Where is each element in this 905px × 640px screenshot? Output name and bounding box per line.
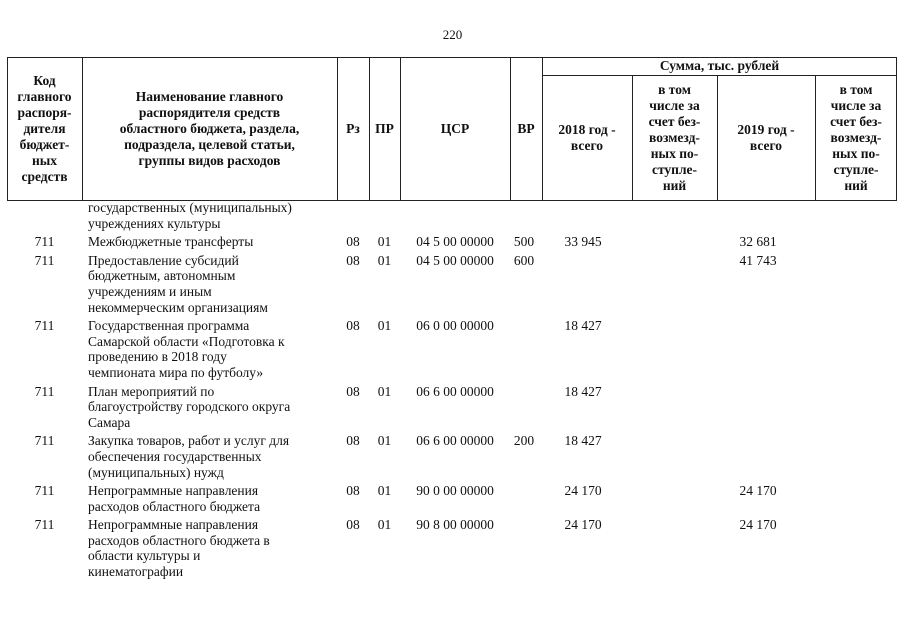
cell-free-2018 xyxy=(628,253,711,315)
table-row xyxy=(7,433,897,480)
cell-name: Закупка товаров, работ и услуг для обеспечения государственных (муниципальных) нужд xyxy=(88,433,290,480)
cell-rz: 08 xyxy=(346,234,360,250)
cell-total-2018: 18 427 xyxy=(564,318,602,334)
cell-rz xyxy=(337,200,369,231)
cell-pr: 01 xyxy=(377,383,392,399)
cell-total-2019 xyxy=(711,318,805,380)
cell-free-2019 xyxy=(805,517,885,579)
cell-name: Предоставление субсидий бюджетным, автономным учреждениям и иным некоммерческим организациям xyxy=(88,252,268,315)
table-row xyxy=(7,253,897,315)
header-csr: ЦСР xyxy=(440,120,470,136)
table-row xyxy=(7,517,897,579)
cell-rz: 08 xyxy=(346,517,360,533)
cell-free-2019 xyxy=(805,253,885,315)
cell-pr: 01 xyxy=(377,318,392,334)
cell-free-2019 xyxy=(805,234,885,250)
cell-total-2018: 24 170 xyxy=(564,483,602,499)
cell-kod: 711 xyxy=(34,234,55,250)
cell-free-2018 xyxy=(628,517,711,579)
table-row xyxy=(7,200,897,231)
cell-rz: 08 xyxy=(346,318,360,334)
cell-csr: 06 6 00 00000 xyxy=(416,433,494,449)
cell-csr xyxy=(400,200,510,231)
cell-total-2019 xyxy=(711,384,805,431)
cell-pr: 01 xyxy=(377,234,392,250)
cell-rz: 08 xyxy=(346,383,360,399)
table-body xyxy=(7,200,897,580)
cell-kod: 711 xyxy=(34,318,55,334)
header-pr: ПР xyxy=(375,120,394,136)
header-total-2019: 2019 год - всего xyxy=(737,121,795,153)
cell-csr: 04 5 00 00000 xyxy=(416,234,494,250)
cell-kod: 711 xyxy=(34,383,55,399)
table-row xyxy=(7,483,897,514)
cell-csr: 06 6 00 00000 xyxy=(416,383,494,399)
cell-free-2019 xyxy=(805,433,885,480)
cell-rz: 08 xyxy=(346,483,360,499)
cell-free-2019 xyxy=(805,483,885,514)
cell-total-2019: 41 743 xyxy=(739,252,777,268)
cell-free-2018 xyxy=(628,483,711,514)
cell-csr: 90 8 00 00000 xyxy=(416,517,494,533)
cell-total-2019: 24 170 xyxy=(739,483,777,499)
cell-kod: 711 xyxy=(34,483,55,499)
header-rz: Рз xyxy=(346,120,360,136)
cell-free-2018 xyxy=(628,318,711,380)
cell-name: Государственная программа Самарской области «Подготовка к проведению в 2018 году чемпионата мира по футболу» xyxy=(88,318,285,380)
table-header xyxy=(7,57,897,201)
cell-free-2018 xyxy=(628,234,711,250)
page-number: 220 xyxy=(442,27,463,42)
cell-free-2019 xyxy=(805,200,885,231)
cell-csr: 90 0 00 00000 xyxy=(416,483,494,499)
cell-vr: 600 xyxy=(513,252,535,268)
cell-name: Межбюджетные трансферты xyxy=(88,234,254,250)
cell-kod: 711 xyxy=(34,433,55,449)
cell-total-2018: 18 427 xyxy=(564,383,602,399)
cell-pr: 01 xyxy=(377,433,392,449)
header-sum-group: Сумма, тыс. рублей xyxy=(659,58,780,73)
cell-kod: 711 xyxy=(34,252,55,268)
cell-name: Непрограммные направления расходов областного бюджета xyxy=(88,483,261,514)
cell-total-2019 xyxy=(711,200,805,231)
cell-free-2018 xyxy=(628,433,711,480)
header-vr: ВР xyxy=(517,120,535,136)
cell-pr xyxy=(369,200,400,231)
cell-total-2018: 18 427 xyxy=(564,433,602,449)
cell-vr xyxy=(510,384,538,431)
cell-kod xyxy=(7,200,82,231)
cell-vr: 200 xyxy=(513,433,535,449)
cell-total-2018 xyxy=(538,200,628,231)
table-row xyxy=(7,318,897,380)
header-free-2019: в том числе за счет без- возмезд- ных по- ступле- ний xyxy=(830,81,882,193)
cell-free-2018 xyxy=(628,384,711,431)
cell-vr xyxy=(510,318,538,380)
cell-kod: 711 xyxy=(34,517,55,533)
cell-total-2018: 24 170 xyxy=(564,517,602,533)
header-kod: Код главного распоря- дителя бюджет- ных средств xyxy=(17,72,72,184)
cell-pr: 01 xyxy=(377,517,392,533)
header-free-2018: в том числе за счет без- возмезд- ных по- ступле- ний xyxy=(648,81,701,193)
header-name: Наименование главного распорядителя средств областного бюджета, раздела, подраздела, целевой статьи, группы видов расходов xyxy=(119,88,300,168)
cell-vr xyxy=(510,200,538,231)
cell-pr: 01 xyxy=(377,483,392,499)
cell-vr xyxy=(510,517,538,579)
cell-rz: 08 xyxy=(346,252,360,268)
cell-name: План мероприятий по благоустройству городского округа Самара xyxy=(88,383,291,430)
cell-rz: 08 xyxy=(346,433,360,449)
cell-free-2019 xyxy=(805,318,885,380)
cell-vr xyxy=(510,483,538,514)
cell-free-2019 xyxy=(805,384,885,431)
cell-total-2019: 32 681 xyxy=(739,234,777,250)
cell-name: государственных (муниципальных) учреждениях культуры xyxy=(88,200,292,231)
cell-total-2018: 33 945 xyxy=(564,234,602,250)
cell-name: Непрограммные направления расходов областного бюджета в области культуры и кинематографии xyxy=(88,517,270,580)
cell-csr: 04 5 00 00000 xyxy=(416,252,494,268)
header-total-2018: 2018 год - всего xyxy=(558,121,616,153)
table-row xyxy=(7,234,897,250)
cell-total-2019 xyxy=(711,433,805,480)
cell-total-2018 xyxy=(538,253,628,315)
cell-total-2019: 24 170 xyxy=(739,517,777,533)
cell-pr: 01 xyxy=(377,252,392,268)
cell-free-2018 xyxy=(628,200,711,231)
cell-vr: 500 xyxy=(513,234,535,250)
cell-csr: 06 0 00 00000 xyxy=(416,318,494,334)
table-row xyxy=(7,384,897,431)
